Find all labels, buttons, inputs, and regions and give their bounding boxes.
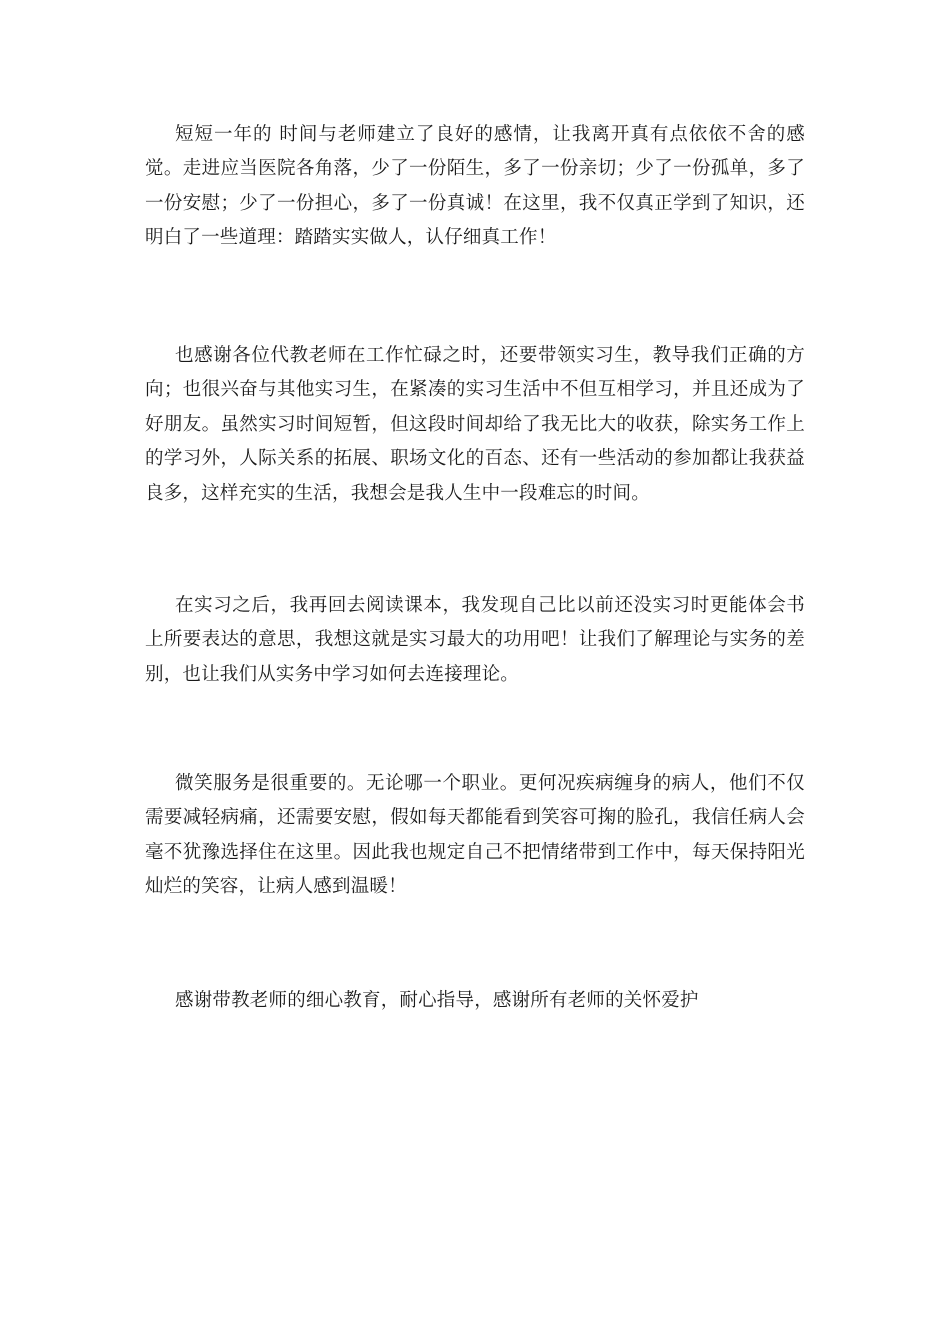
paragraph-3: 在实习之后，我再回去阅读课本，我发现自己比以前还没实习时更能体会书上所要表达的意思，我想这就是实习最大的功用吧！让我们了解理论与实务的差别，也让我们从实务中学习如何去连接理论。 — [145, 595, 805, 685]
paragraph-5: 感谢带教老师的细心教育，耐心指导，感谢所有老师的关怀爱护 — [175, 990, 699, 1011]
paragraph-2: 也感谢各位代教老师在工作忙碌之时，还要带领实习生，教导我们正确的方向；也很兴奋与其他实习生，在紧凑的实习生活中不但互相学习，并且还成为了好朋友。虽然实习时间短暂，但这段时间却给了我无比大的收获，除实务工作上的学习外，人际关系的拓展、职场文化的百态、还有一些活动的参加都让我获益良多，这样充实的生活，我想会是我人生中一段难忘的时间。 — [145, 345, 805, 504]
paragraph-4: 微笑服务是很重要的。无论哪一个职业。更何况疾病缠身的病人，他们不仅需要减轻病痛，还需要安慰，假如每天都能看到笑容可掬的脸孔，我信任病人会毫不犹豫选择住在这里。因此我也规定自己不把情绪带到工作中，每天保持阳光灿烂的笑容，让病人感到温暖！ — [145, 773, 805, 898]
paragraph-1: 短短一年的 时间与老师建立了良好的感情，让我离开真有点依依不舍的感觉。走进应当医院各角落，少了一份陌生，多了一份亲切；少了一份孤单，多了一份安慰；少了一份担心，多了一份真诚！在这里，我不仅真正学到了知识，还明白了一些道理：踏踏实实做人，认仔细真工作！ — [145, 124, 805, 249]
